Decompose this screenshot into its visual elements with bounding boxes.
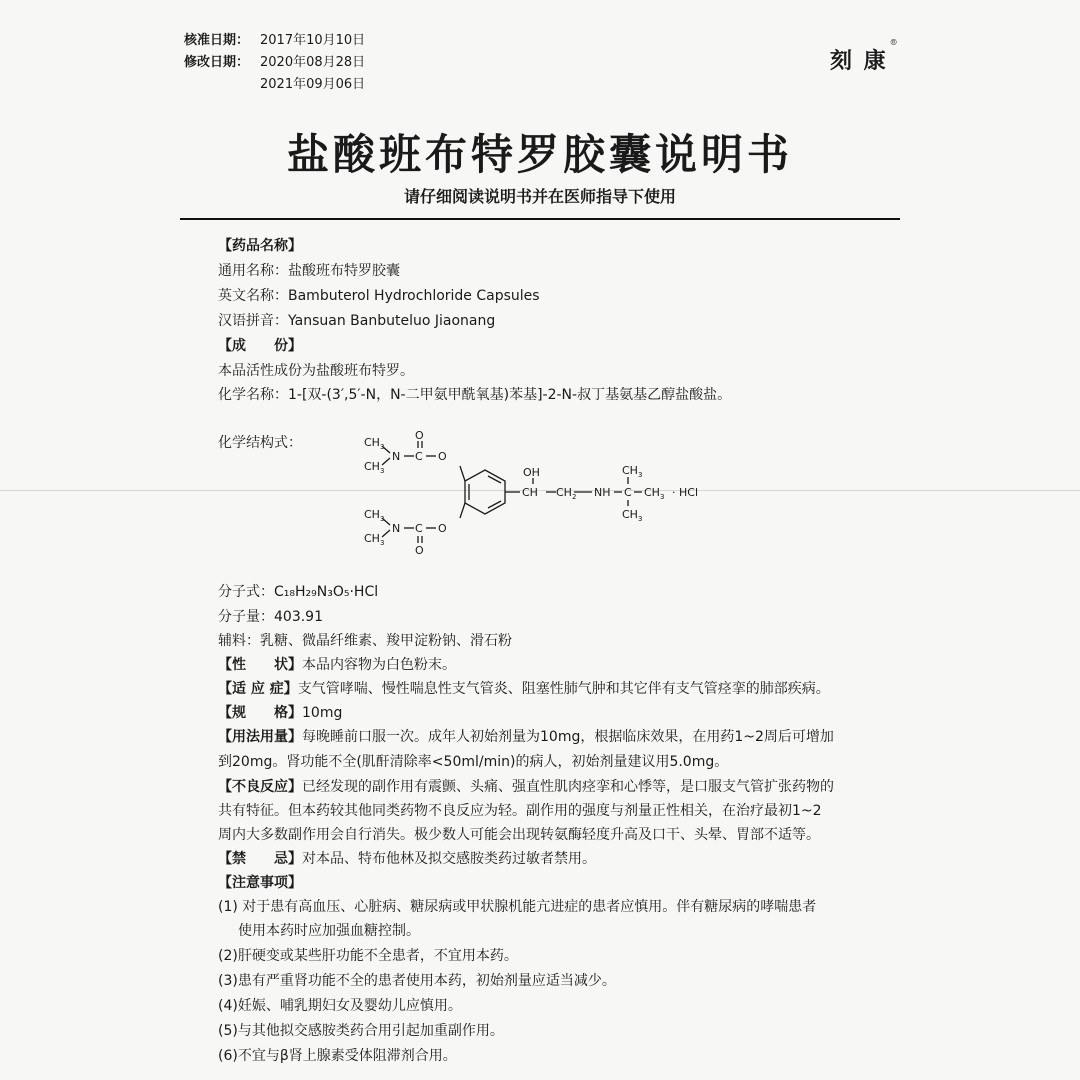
struct-c-quaternary: C [624,486,632,499]
generic-name: 通用名称：盐酸班布特罗胶囊 [218,263,400,279]
precaution-item-5: (5)与其他拟交感胺类药合用引起加重副作用。 [218,1023,504,1039]
struct-ch3-right: $CH_3$ [644,486,665,501]
approval-date-label: 核准日期： [184,33,250,48]
adverse-text-3: 周内大多数副作用会自行消失。极少数人可能会出现转氨酶轻度升高及口干、头晕、胃部不适等。 [218,827,820,843]
appearance-text: 本品内容物为白色粉末。 [302,657,456,673]
precaution-item-2: (2)肝硬变或某些肝功能不全患者，不宜用本药。 [218,948,518,964]
spec-text: 10mg [302,705,343,721]
struct-n-2: N [392,522,401,535]
appearance-heading: 【性 状】 [218,657,302,673]
struct-ch: CH [522,486,538,499]
section-heading-precautions: 【注意事项】 [218,875,302,891]
benzene-ring [465,470,505,514]
weight-label: 分子量： [218,609,274,625]
contraindication-heading: 【禁 忌】 [218,851,302,867]
document-title: 盐酸班布特罗胶囊说明书 [286,130,793,179]
precaution-item-6: (6)不宜与β肾上腺素受体阻滞剂合用。 [218,1048,457,1064]
chemical-name: 化学名称：1-[双-(3′,5′-N，N-二甲氨甲酰氧基)苯基]-2-N-叔丁基氨基乙醇盐酸盐。 [218,387,732,403]
struct-o-carbonyl-1: O [415,429,424,442]
english-name: 英文名称：Bambuterol Hydrochloride Capsules [218,288,540,304]
struct-c-1: C [415,450,423,463]
dosage-heading: 【用法用量】 [218,729,302,745]
struct-oh: OH [523,466,540,479]
precaution-item-1a: (1) 对于患有高血压、心脏病、糖尿病或甲状腺机能亢进症的患者应慎用。伴有糖尿病的哮喘患者 [218,899,817,915]
registered-mark: ® [889,38,900,47]
adverse-text-1: 已经发现的副作用有震颤、头痛、强直性肌肉痉挛和心悸等，是口服支气管扩张药物的 [302,779,834,795]
revision-date-label: 修改日期： [184,55,250,70]
struct-n-1: N [392,450,401,463]
struct-ch3-4: $CH_3$ [364,532,385,547]
struct-o-ester-2: O [438,522,447,535]
adverse-heading: 【不良反应】 [218,779,302,795]
formula-label: 分子式： [218,584,274,600]
indication-text: 支气管哮喘、慢性喘息性支气管炎、阻塞性肺气肿和其它伴有支气管痉挛的肺部疾病。 [297,681,830,697]
struct-c-2: C [415,522,423,535]
document-subtitle: 请仔细阅读说明书并在医师指导下使用 [403,187,676,206]
dosage-row [218,726,834,746]
adverse-row [218,776,834,796]
pinyin-name: 汉语拼音：Yansuan Banbuteluo Jiaonang [218,313,496,329]
dosage-text-2: 到20mg。肾功能不全(肌酐清除率<50ml/min)的病人，初始剂量建议用5.0mg。 [218,754,729,770]
struct-o-ester-1: O [438,450,447,463]
molecular-weight [218,606,323,626]
contraindication-text: 对本品、特布他林及拟交感胺类药过敏者禁用。 [302,851,596,867]
molecular-formula [218,581,378,601]
excipients: 辅料：乳糖、微晶纤维素、羧甲淀粉钠、滑石粉 [218,633,512,649]
structure-label: 化学结构式： [218,435,302,451]
precaution-item-3: (3)患有严重肾功能不全的患者使用本药，初始剂量应适当减少。 [218,973,616,989]
struct-ch3-2: $CH_3$ [364,460,385,475]
formula-value: C₁₈H₂₉N₃O₅·HCl [274,584,379,600]
struct-ch3-3: $CH_3$ [364,508,385,523]
weight-value: 403.91 [274,609,323,625]
struct-ch3-top: $CH_3$ [622,464,643,479]
precaution-item-1b: 使用本药时应加强血糖控制。 [238,923,420,939]
date-block [184,30,365,96]
struct-o-carbonyl-2: O [415,544,424,557]
appearance-row [218,654,456,674]
spec-row [218,702,342,722]
indication-heading: 【适 应 症】 [218,681,298,697]
struct-ch2: $CH_2$ [556,486,577,501]
chemical-structure-diagram [360,422,740,572]
adverse-text-2: 共有特征。但本药较其他同类药物不良反应为轻。副作用的强度与剂量正性相关，在治疗最初1~2 [218,803,822,819]
revision-date-1: 2020年08月28日 [260,55,366,70]
struct-ch3-1: $CH_3$ [364,436,385,451]
struct-ch3-bottom: $CH_3$ [622,508,643,523]
struct-nh: NH [594,486,611,499]
brand-logo [830,38,900,75]
section-heading-drug-name: 【药品名称】 [218,238,302,254]
spec-heading: 【规 格】 [218,705,302,721]
precaution-item-4: (4)妊娠、哺乳期妇女及婴幼儿应慎用。 [218,998,462,1014]
revision-date-2: 2021年09月06日 [260,77,366,92]
contraindication-row [218,848,596,868]
active-ingredient: 本品活性成份为盐酸班布特罗。 [218,363,414,379]
dosage-text-1: 每晚睡前口服一次。成年人初始剂量为10mg，根据临床效果，在用药1~2周后可增加 [302,729,834,745]
title-divider [180,218,900,220]
struct-hcl: · HCl [672,486,699,499]
indication-row [218,678,830,698]
section-heading-composition: 【成 份】 [218,338,302,354]
brand-name: 刻 康 [830,48,888,74]
approval-date: 2017年10月10日 [260,33,366,48]
